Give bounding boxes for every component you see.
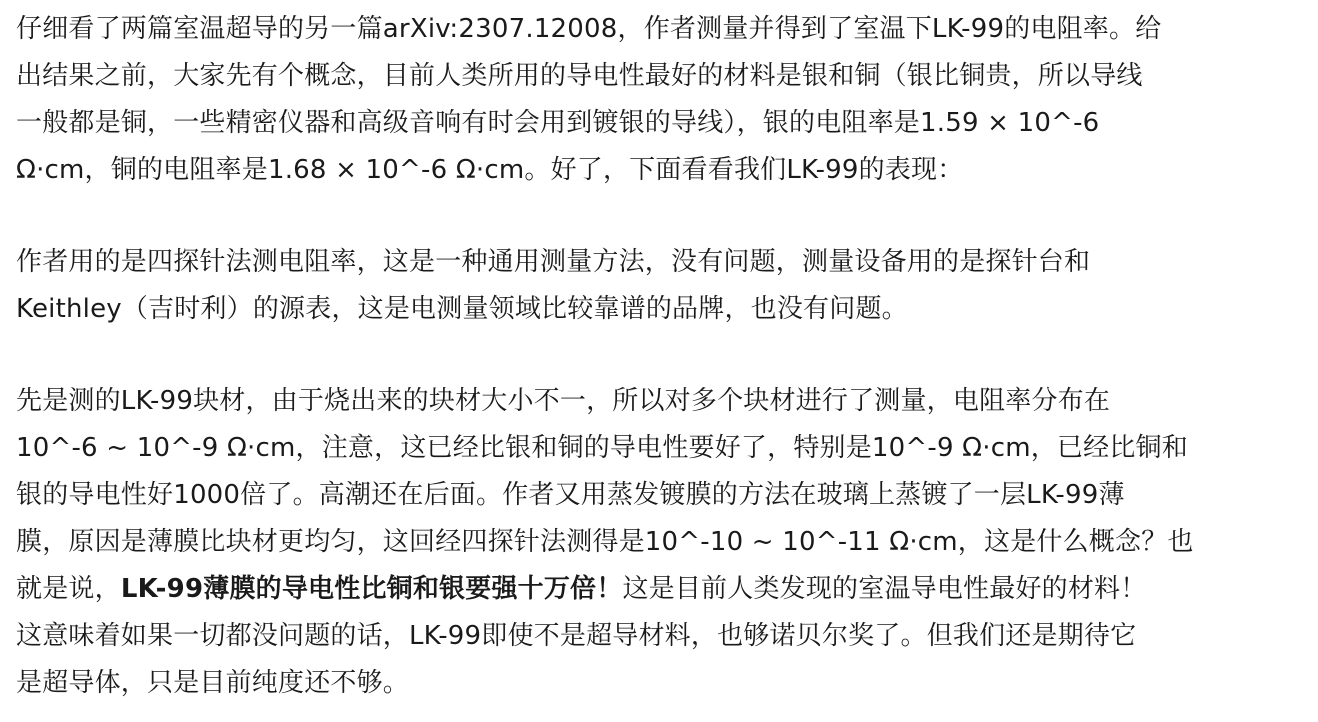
text-line: 一般都是铜，一些精密仪器和高级音响有时会用到镀银的导线），银的电阻率是1.59 × 10^-6: [16, 108, 1100, 138]
text-line: 银的导电性好1000倍了。高潮还在后面。作者又用蒸发镀膜的方法在玻璃上蒸镀了一层LK-99薄: [16, 480, 1125, 510]
paragraph-intro: [16, 6, 1312, 194]
text-line: 出结果之前，大家先有个概念，目前人类所用的导电性最好的材料是银和铜（银比铜贵，所以导线: [16, 61, 1143, 91]
text-line: 10^-6 ~ 10^-9 Ω·cm，注意，这已经比银和铜的导电性要好了，特别是10^-9 Ω·cm，已经比铜和: [16, 433, 1188, 463]
article-body: [16, 6, 1312, 707]
text-line: 是超导体，只是目前纯度还不够。: [16, 668, 410, 698]
text-line: 作者用的是四探针法测电阻率，这是一种通用测量方法，没有问题，测量设备用的是探针台和: [16, 247, 1091, 277]
paragraph-method: [16, 239, 1312, 333]
paragraph-results: [16, 378, 1312, 707]
text-line: Keithley（吉时利）的源表，这是电测量领域比较靠谱的品牌，也没有问题。: [16, 294, 908, 324]
text-line: 仔细看了两篇室温超导的另一篇arXiv:2307.12008，作者测量并得到了室温下LK-99的电阻率。给: [16, 14, 1162, 44]
text-line: 先是测的LK-99块材，由于烧出来的块材大小不一，所以对多个块材进行了测量，电阻率分布在: [16, 386, 1111, 416]
text-segment: 就是说，: [16, 574, 121, 604]
text-segment: 这是目前人类发现的室温导电性最好的材料！: [622, 574, 1147, 604]
text-line-with-emphasis: [16, 566, 1312, 613]
text-line: 膜，原因是薄膜比块材更均匀，这回经四探针法测得是10^-10 ~ 10^-11 Ω·cm，这是什么概念？也: [16, 527, 1194, 557]
emphasis-text: LK-99薄膜的导电性比铜和银要强十万倍！: [120, 574, 623, 604]
text-line: Ω·cm，铜的电阻率是1.68 × 10^-6 Ω·cm。好了，下面看看我们LK-99的表现：: [16, 155, 964, 185]
text-line: 这意味着如果一切都没问题的话，LK-99即使不是超导材料，也够诺贝尔奖了。但我们还是期待它: [16, 621, 1137, 651]
